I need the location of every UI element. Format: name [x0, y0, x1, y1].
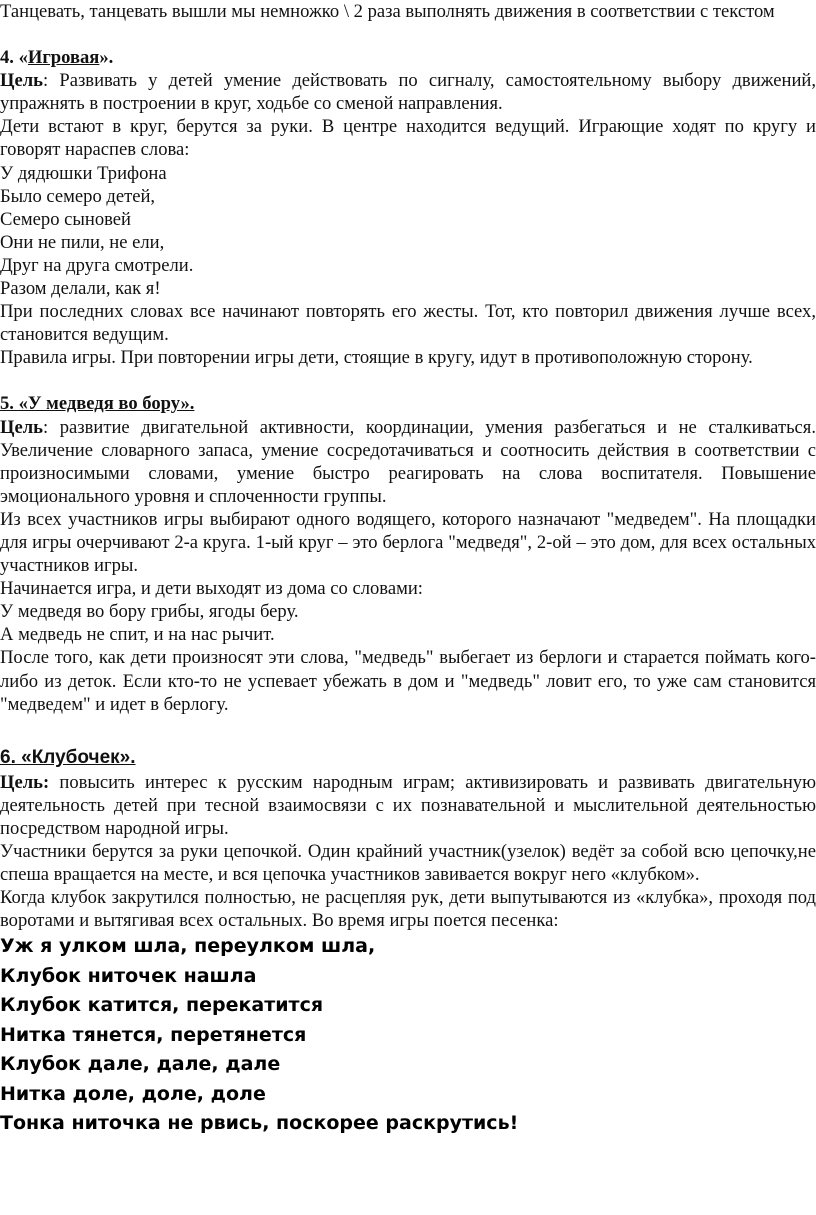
song-line: Нитка доле, доле, доле — [0, 1082, 266, 1105]
game4-heading — [0, 46, 816, 69]
game5-heading — [0, 392, 816, 415]
song-line: Тонка ниточка не рвись, поскорее раскрутись! — [0, 1112, 519, 1135]
game5-verse — [0, 600, 816, 646]
song-line: Клубок дале, дале, дале — [0, 1053, 281, 1076]
game4-title: Игровая — [27, 47, 100, 69]
game4-verse — [0, 162, 816, 301]
game4-rules: Правила игры. При повторении игры дети, стоящие в кругу, идут в противоположную сторону. — [0, 347, 753, 369]
game6-description: Участники берутся за руки цепочкой. Один крайний участник(узелок) ведёт за собой всю цепочку,не спеша вращается на месте, и вся цепочка участников завивается вокруг него «клубком». — [0, 841, 816, 886]
game6-goal-label: Цель: — [0, 771, 50, 793]
game4-description: Дети встают в круг, берутся за руки. В центре находится ведущий. Играющие ходят по кругу и говорят нараспев слова: — [0, 116, 816, 161]
game6-description2: Когда клубок закрутился полностью, не расцепляя рук, дети выпутываются из «клубка», проходя под воротами и вытягивая всех остальных. Во время игры поется песенка: — [0, 887, 816, 932]
spacer — [0, 369, 816, 392]
game6-title: 6. «Клубочек». — [0, 746, 136, 768]
game4-goal-label: Цель — [0, 70, 43, 92]
song-line: Уж я улком шла, переулком шла, — [0, 935, 376, 958]
verse-line: Друг на друга смотрели. — [0, 254, 194, 276]
game6-heading — [0, 745, 816, 771]
song-line: Клубок катится, перекатится — [0, 994, 324, 1017]
spacer — [0, 23, 816, 46]
game4-after-verse: При последних словах все начинают повторять его жесты. Тот, кто повторил движения лучше всех, становится ведущим. — [0, 301, 816, 346]
spacer — [0, 716, 816, 737]
game4-title-end: ». — [99, 47, 114, 69]
verse-line: А медведь не спит, и на нас рычит. — [0, 624, 275, 646]
game5-after-verse: После того, как дети произносят эти слова, "медведь" выбегает из берлоги и старается поймать кого-либо из деток. Если кто-то не успевает убежать в дом и "медведь" ловит его, то уже сам становится "медведем" и идет в берлогу. — [0, 647, 816, 715]
game4-goal — [0, 69, 816, 115]
game5-title: 5. «У медведя во бору». — [0, 393, 195, 415]
game6-goal-text: повысить интерес к русским народным играм; активизировать и развивать двигательную деятельность детей при тесной взаимосвязи с их познавательной и мыслительной деятельностью посредством народной игры. — [0, 771, 816, 839]
verse-line: Разом делали, как я! — [0, 278, 161, 300]
verse-line: Семеро сыновей — [0, 208, 132, 230]
game4-goal-text: : Развивать у детей умение действовать по сигналу, самостоятельному выбору движений, упражнять в построении в круг, ходьбе со сменой направления. — [0, 70, 816, 115]
song-line: Нитка тянется, перетянется — [0, 1023, 307, 1046]
game5-start: Начинается игра, и дети выходят из дома со словами: — [0, 578, 423, 600]
intro-text: Танцевать, танцевать вышли мы немножко \ 2 раза выполнять движения в соответствии с текстом — [0, 1, 775, 22]
game5-goal-text: : развитие двигательной активности, координации, умения разбегаться и не сталкиваться. Увеличение словарного запаса, умение сосредотачиваться и соотносить действия в соответствии с произносимыми словами, умение быстро реагировать на слова воспитателя. Повышение эмоционального уровня и сплоченности группы. — [0, 416, 816, 507]
game4-number: 4. « — [0, 47, 28, 69]
game5-goal-label: Цель — [0, 416, 43, 438]
verse-line: Они не пили, не ели, — [0, 231, 165, 253]
game6-song — [0, 932, 816, 1139]
song-line: Клубок ниточек нашла — [0, 964, 257, 987]
game5-goal — [0, 416, 816, 508]
verse-line: Было семеро детей, — [0, 185, 156, 207]
verse-line: У медведя во бору грибы, ягоды беру. — [0, 601, 299, 623]
game5-description: Из всех участников игры выбирают одного водящего, которого назначают "медведем". На площадки для игры очерчивают 2-а круга. 1-ый круг – это берлога "медведя", 2-ой – это дом, для всех остальных участников игры. — [0, 508, 816, 577]
verse-line: У дядюшки Трифона — [0, 162, 167, 184]
game6-goal — [0, 771, 816, 840]
